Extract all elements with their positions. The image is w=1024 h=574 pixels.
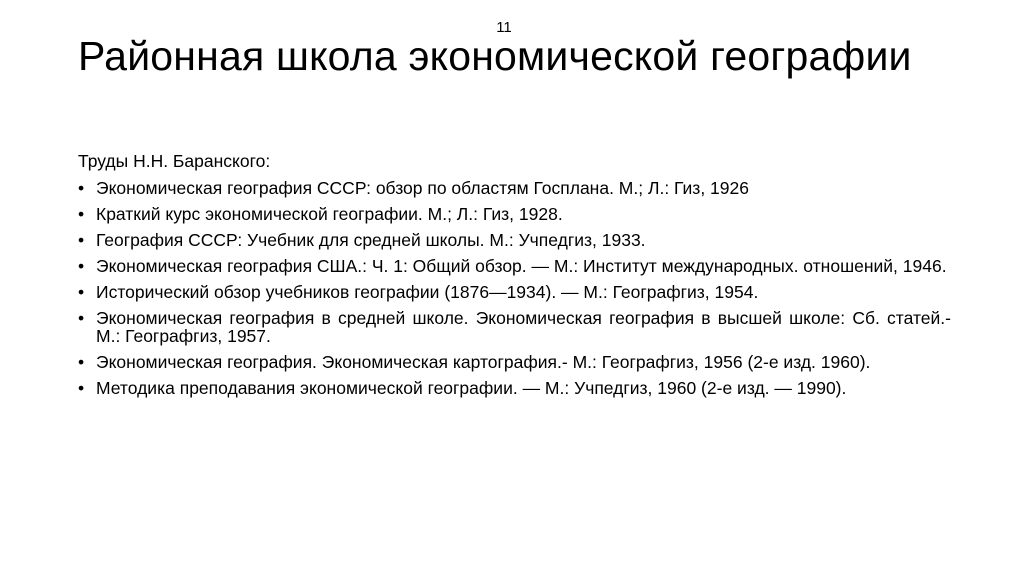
slide-title: Районная школа экономической географии (78, 33, 912, 79)
reference-text: Краткий курс экономической географии. М.; Л.: Гиз, 1928. (96, 204, 563, 224)
reference-text: Исторический обзор учебников географии (1876—1934). — М.: Географгиз, 1954. (96, 282, 759, 302)
slide-body (78, 152, 951, 405)
reference-item (78, 231, 951, 249)
bullet-icon: • (78, 308, 85, 328)
reference-item (78, 309, 951, 345)
reference-text: Экономическая география. Экономическая картография.- М.: Географгиз, 1956 (2-е изд. 1960). (96, 352, 871, 372)
references-intro: Труды Н.Н. Баранского: (78, 151, 271, 171)
references-list (78, 179, 951, 397)
bullet-icon: • (78, 282, 85, 302)
reference-item (78, 257, 951, 275)
bullet-icon: • (78, 204, 85, 224)
bullet-icon: • (78, 256, 85, 276)
reference-text: Экономическая география США.: Ч. 1: Общий обзор. — М.: Институт международных. отношений, 1946. (96, 256, 947, 276)
reference-item (78, 353, 951, 371)
reference-text: Методика преподавания экономической географии. — М.: Учпедгиз, 1960 (2-е изд. — 1990). (96, 378, 847, 398)
slide-number: 11 (496, 19, 512, 36)
bullet-icon: • (78, 378, 85, 398)
bullet-icon: • (78, 178, 85, 198)
bullet-icon: • (78, 352, 85, 372)
reference-text: Экономическая география в средней школе. Экономическая география в высшей школе: Сб. статей.- М.: Географгиз, 1957. (96, 308, 951, 346)
reference-item (78, 379, 951, 397)
reference-item (78, 205, 951, 223)
reference-text: Экономическая география СССР: обзор по областям Госплана. М.; Л.: Гиз, 1926 (96, 178, 749, 198)
reference-item (78, 283, 951, 301)
reference-text: География СССР: Учебник для средней школы. М.: Учпедгиз, 1933. (96, 230, 646, 250)
reference-item (78, 179, 951, 197)
bullet-icon: • (78, 230, 85, 250)
